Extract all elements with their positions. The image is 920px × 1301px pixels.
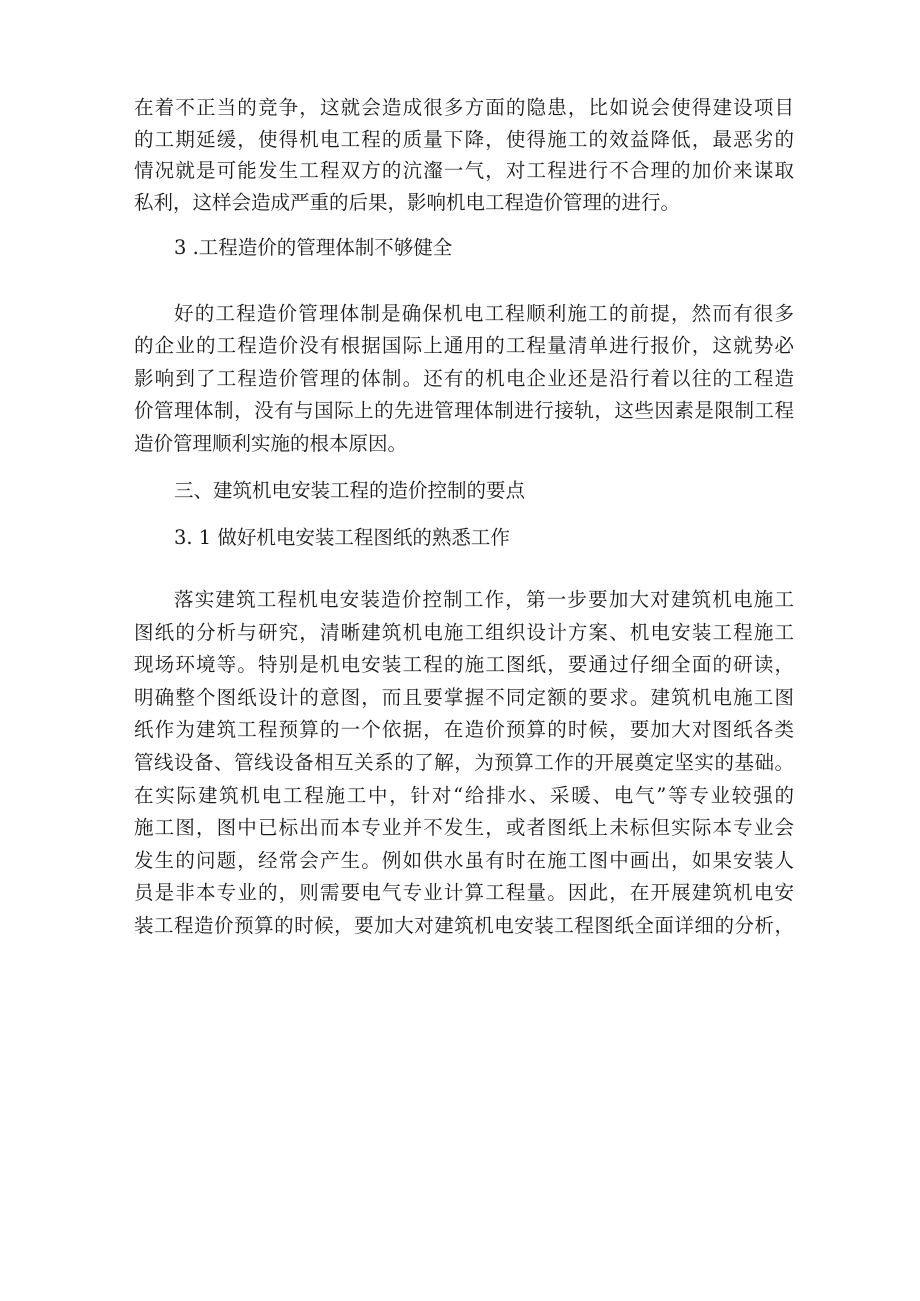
section-heading-management-system: 3 .工程造价的管理体制不够健全 [174,236,453,259]
paragraph-management-system [134,298,794,461]
text-line: 情况就是可能发生工程双方的沆瀣一气，对工程进行不合理的加价来谋取 [134,159,794,182]
text-line: 影响到了工程造价管理的体制。还有的机电企业还是沿行着以往的工程造 [134,366,794,390]
text-line: 现场环境等。特别是机电安装工程的施工图纸，要通过仔细全面的研读， [134,653,794,677]
text-line: 好的工程造价管理体制是确保机电工程顺利施工的前提，然而有很多 [174,301,794,325]
text-line: 在着不正当的竞争，这就会造成很多方面的隐患，比如说会使得建设项目 [134,96,794,119]
document-page [134,92,794,943]
text-line: 图纸的分析与研究，清晰建筑机电施工组织设计方案、机电安装工程施工 [134,620,794,644]
paragraph-hidden-dangers [134,92,794,218]
text-line: 明确整个图纸设计的意图，而且要掌握不同定额的要求。建筑机电施工图 [134,685,794,709]
text-line: 的工期延缓，使得机电工程的质量下降，使得施工的效益降低，最恶劣的 [134,127,794,151]
text-line: 施工图，图中已标出而本专业并不发生，或者图纸上未标但实际本专业会 [134,816,794,840]
text-line: 私利，这样会造成严重的后果，影响机电工程造价管理的进行。 [134,190,681,214]
text-line: 落实建筑工程机电安装造价控制工作，第一步要加大对建筑机电施工 [174,588,794,611]
text-line: 在实际建筑机电工程施工中，针对“给排水、采暖、电气”等专业较强的 [134,783,794,807]
section-heading-drawings-familiarization: 3. 1 做好机电安装工程图纸的熟悉工作 [174,525,510,549]
text-line: 发生的问题，经常会产生。例如供水虽有时在施工图中画出，如果安装人 [134,848,794,872]
text-line: 价管理体制，没有与国际上的先进管理体制进行接轨，这些因素是限制工程 [134,399,794,422]
text-line: 的企业的工程造价没有根据国际上通用的工程量清单进行报价，这就势必 [134,334,794,357]
text-line: 员是非本专业的，则需要电气专业计算工程量。因此，在开展建筑机电安 [134,881,794,905]
text-line: 纸作为建筑工程预算的一个依据，在造价预算的时候，要加大对图纸各类 [134,718,794,742]
chapter-heading-cost-control-points: 三、建筑机电安装工程的造价控制的要点 [174,479,526,502]
text-line: 装工程造价预算的时候，要加大对建筑机电安装工程图纸全面详细的分析， [134,913,794,937]
text-line: 造价管理顺利实施的根本原因。 [134,431,408,455]
paragraph-drawings-analysis [134,584,794,943]
text-line: 管线设备、管线设备相互关系的了解，为预算工作的开展奠定坚实的基础。 [134,750,794,774]
